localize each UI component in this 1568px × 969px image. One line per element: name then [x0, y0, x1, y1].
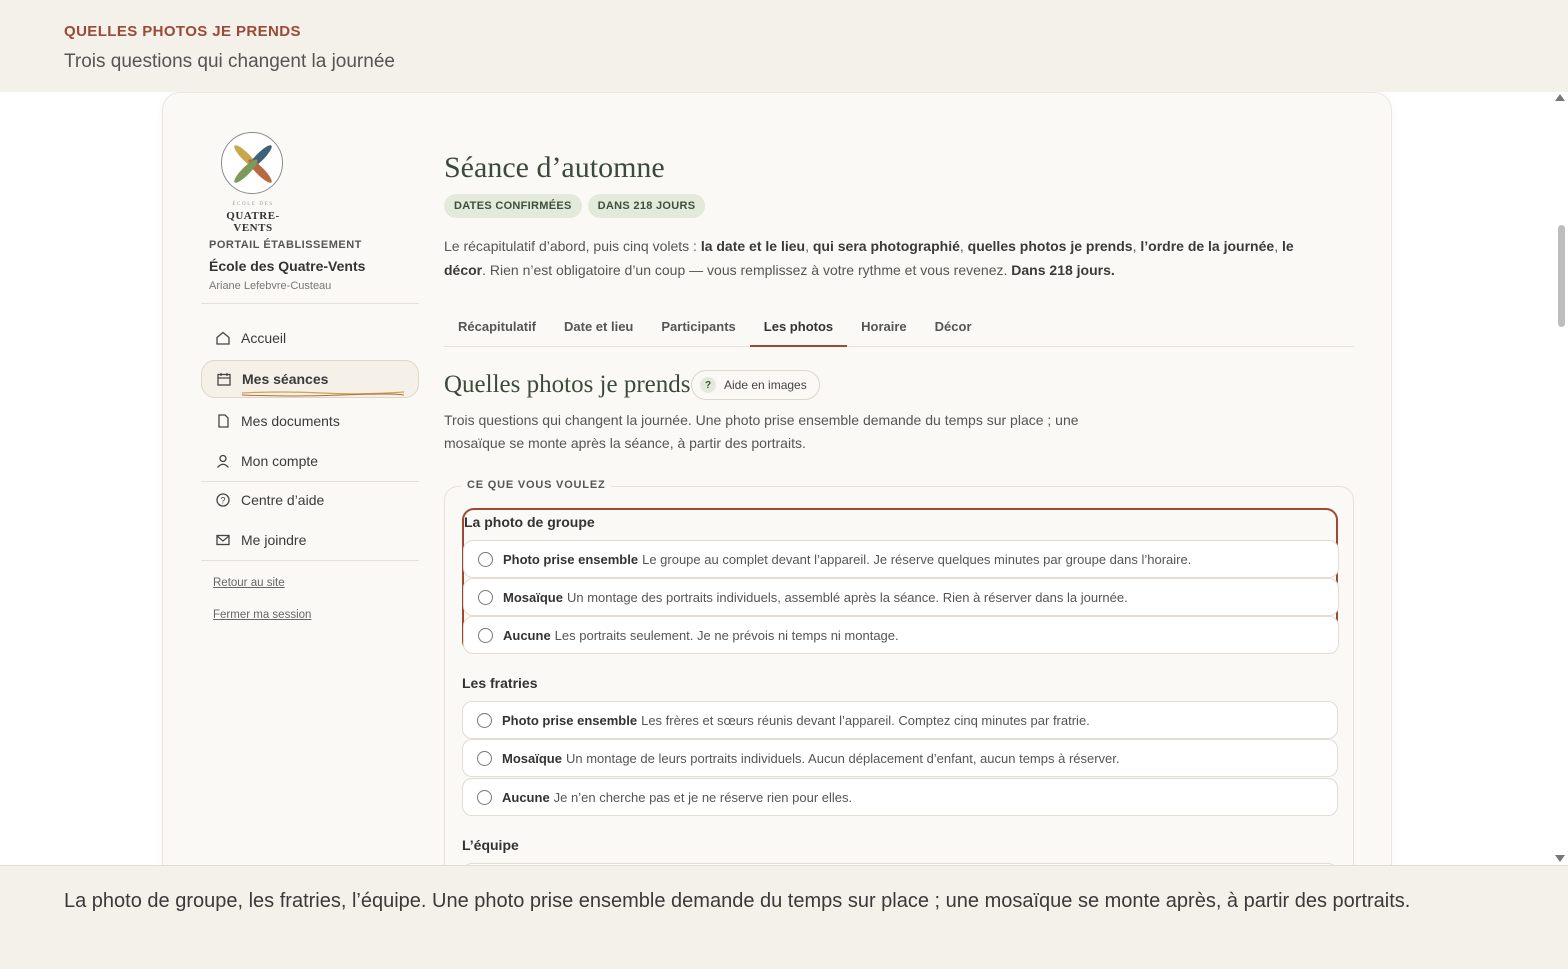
- scroll-thumb[interactable]: [1558, 225, 1565, 327]
- banner-kicker: QUELLES PHOTOS JE PRENDS: [64, 23, 301, 40]
- home-icon: [215, 330, 231, 346]
- help-button-label: Aide en images: [724, 378, 807, 392]
- logout-link[interactable]: Fermer ma session: [213, 609, 312, 621]
- tab-horaire[interactable]: Horaire: [861, 319, 907, 334]
- logo-caption: QUATRE-VENTS: [226, 210, 280, 234]
- option-photo-prise-ensemble[interactable]: Photo prise ensemble Les frères et sœurs réunis devant l’appareil. Comptez cinq minutes par fratrie.: [462, 701, 1338, 739]
- group-equipe: [462, 837, 1338, 865]
- status-badges: [444, 194, 705, 218]
- sidebar-item-label: Mes documents: [241, 413, 340, 429]
- status-badge: DATES CONFIRMÉES: [444, 194, 582, 218]
- group-fratries: [462, 675, 1338, 815]
- sidebar-item-mon-compte[interactable]: [201, 442, 419, 480]
- tab-participants[interactable]: Participants: [661, 319, 736, 334]
- portal-card: [162, 92, 1392, 865]
- user-name: Ariane Lefebvre-Custeau: [209, 280, 332, 292]
- radio-button[interactable]: [477, 713, 492, 728]
- countdown-badge: DANS 218 JOURS: [588, 194, 706, 218]
- tab-date-et-lieu[interactable]: Date et lieu: [564, 319, 634, 334]
- document-icon: [215, 413, 231, 429]
- help-images-button[interactable]: [691, 370, 820, 400]
- radio-button[interactable]: [477, 751, 492, 766]
- sidebar-item-label: Me joindre: [241, 532, 307, 548]
- option-mosaique[interactable]: Mosaïque Un montage des portraits individuels, assemblé après la séance. Rien à réserver dans la journée.: [463, 578, 1339, 616]
- option-mosaique[interactable]: Mosaïque Un montage de leurs portraits individuels. Aucun déplacement d’enfant, aucun temps à réserver.: [462, 739, 1338, 777]
- sidebar-item-mes-seances[interactable]: [201, 360, 419, 398]
- fieldset-legend: CE QUE VOUS VOULEZ: [461, 479, 611, 491]
- group-label: La photo de groupe: [464, 514, 595, 530]
- calendar-icon: [216, 371, 232, 387]
- sidebar-item-label: Mon compte: [241, 453, 319, 469]
- intro-text: Le récapitulatif d’abord, puis cinq volets : la date et le lieu, qui sera photographié, quelles photos je prends, l’ordre de la journée, le décor. Rien n’est obligatoire d’un coup — vous remplissez à votre rythme et vous revenez. Dans 218 jours.: [444, 238, 1294, 278]
- brush-underline-icon: [242, 390, 404, 398]
- question-icon: ?: [700, 377, 716, 393]
- sidebar-item-label: Centre d’aide: [241, 492, 325, 508]
- browser-viewport: [0, 92, 1568, 865]
- sidebar-divider: [201, 303, 419, 304]
- radio-button[interactable]: [477, 790, 492, 805]
- school-name: École des Quatre-Vents: [209, 258, 366, 274]
- group-label: Les fratries: [462, 675, 538, 691]
- sidebar-item-me-joindre[interactable]: [201, 521, 419, 559]
- scrollbar[interactable]: [1552, 92, 1568, 865]
- page-title: Séance d’automne: [444, 151, 665, 184]
- group-label: L’équipe: [462, 837, 519, 853]
- scroll-down-arrow-icon[interactable]: [1555, 855, 1565, 862]
- top-banner: [0, 0, 1568, 92]
- main-content: [444, 93, 1354, 865]
- back-to-site-link[interactable]: Retour au site: [213, 577, 285, 589]
- scroll-up-arrow-icon[interactable]: [1555, 94, 1565, 101]
- sidebar-item-mes-documents[interactable]: [201, 402, 419, 440]
- option-aucune[interactable]: Aucune Les portraits seulement. Je ne prévois ni temps ni montage.: [463, 616, 1339, 654]
- group-photo-de-groupe: [462, 508, 1338, 653]
- sidebar-item-label: Accueil: [241, 330, 287, 346]
- tab-decor[interactable]: Décor: [934, 319, 972, 334]
- banner-subtitle: Trois questions qui changent la journée: [64, 51, 395, 72]
- logo-caption-small: ÉCOLE DES: [232, 202, 274, 207]
- school-logo: [221, 132, 283, 194]
- svg-text:?: ?: [220, 495, 226, 506]
- sidebar-item-accueil[interactable]: [201, 319, 419, 357]
- option-aucune[interactable]: Aucune Je n’en cherche pas et je ne réserve rien pour elles.: [462, 778, 1338, 816]
- tab-les-photos[interactable]: Les photos: [750, 307, 847, 347]
- pinwheel-logo-icon: [222, 133, 284, 195]
- user-icon: [215, 453, 231, 469]
- radio-button[interactable]: [478, 552, 493, 567]
- radio-button[interactable]: [478, 590, 493, 605]
- option-photo-prise-ensemble[interactable]: Photo prise ensemble Le groupe au complet devant l’appareil. Je réserve quelques minutes par groupe dans l’horaire.: [463, 540, 1339, 578]
- section-title: Quelles photos je prends: [444, 371, 691, 398]
- choices-fieldset: [444, 479, 1354, 865]
- sidebar-item-label: Mes séances: [242, 371, 329, 387]
- mail-icon: [215, 532, 231, 548]
- help-circle-icon: [215, 492, 231, 508]
- tab-recapitulatif[interactable]: Récapitulatif: [458, 319, 537, 334]
- sidebar-divider: [201, 560, 419, 561]
- sidebar-item-centre-aide[interactable]: [201, 481, 419, 519]
- tab-bar: [444, 307, 1354, 347]
- portal-label: PORTAIL ÉTABLISSEMENT: [209, 239, 362, 251]
- bottom-caption: [0, 865, 1568, 969]
- section-description: Trois questions qui changent la journée. Une photo prise ensemble demande du temps sur place ; une mosaïque se monte après la séance, à partir des portraits.: [444, 412, 1079, 451]
- caption-text: La photo de groupe, les fratries, l’équipe. Une photo prise ensemble demande du temps sur place ; une mosaïque se monte après, à partir des portraits.: [64, 890, 1411, 912]
- radio-button[interactable]: [478, 628, 493, 643]
